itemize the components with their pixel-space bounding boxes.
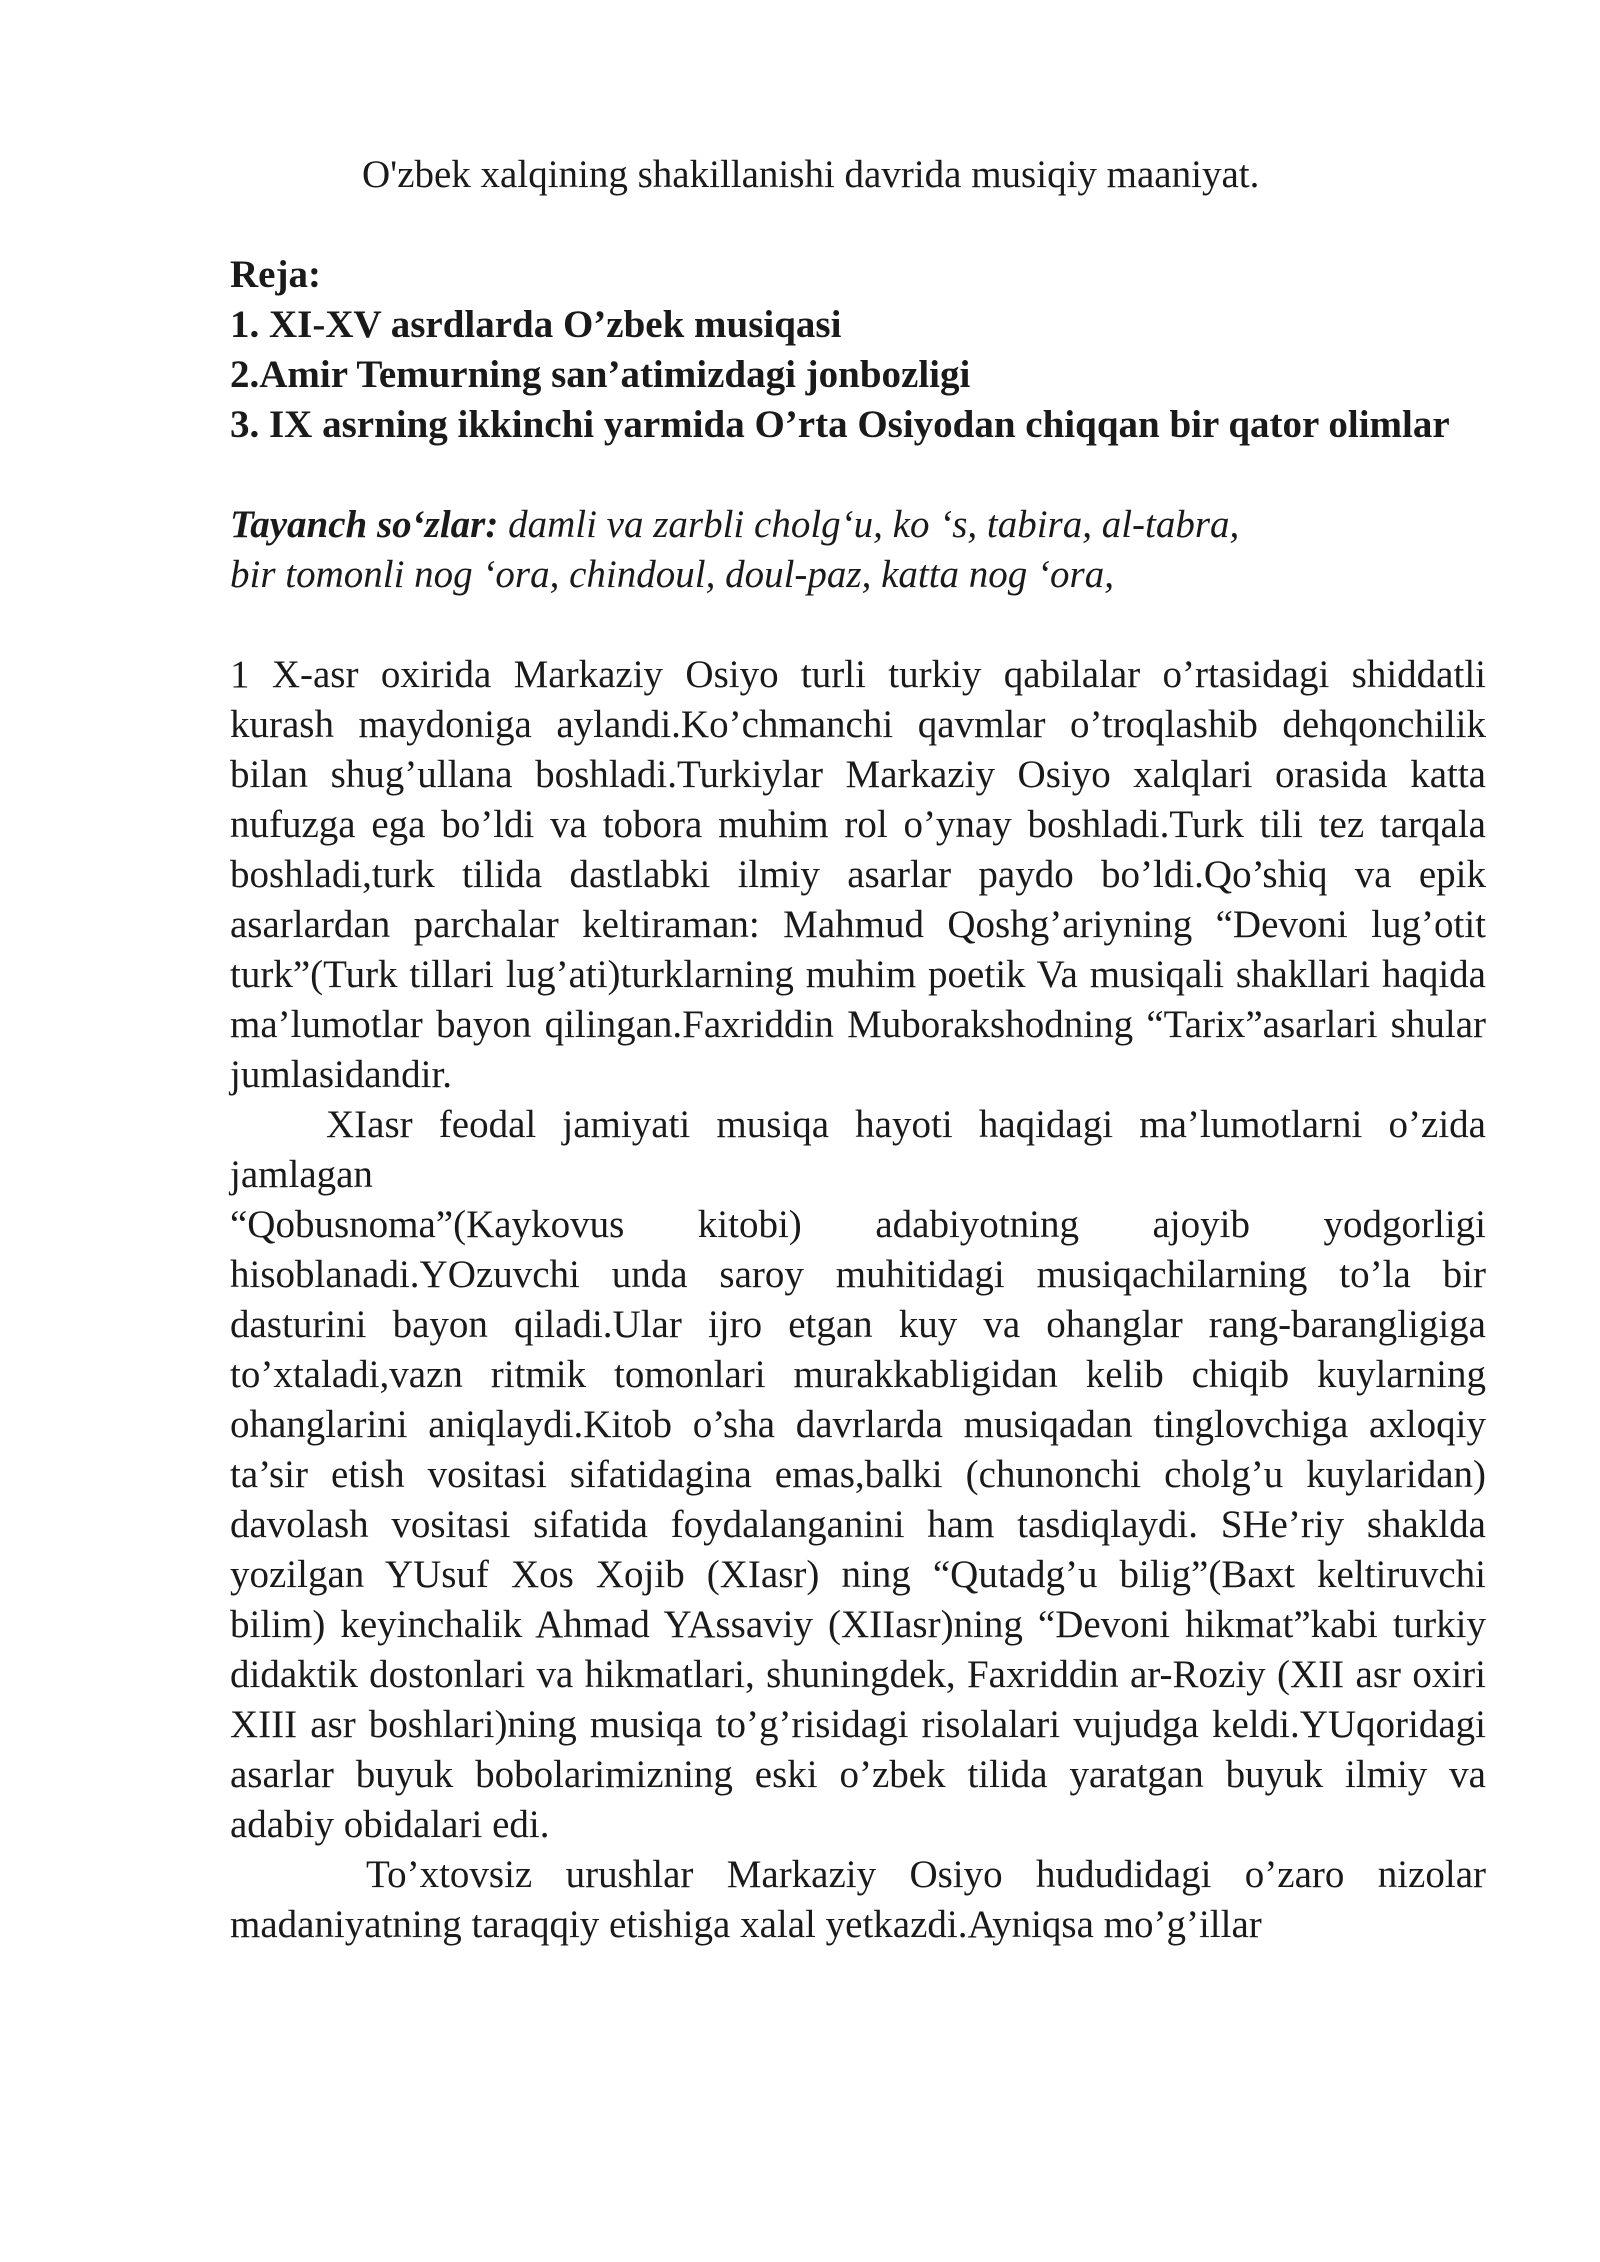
plan-item-2: 2.Amir Temurning san’atimizdagi jonbozligi bbox=[230, 353, 971, 396]
plan-item-1: 1. XI-XV asrdlarda O’zbek musiqasi bbox=[230, 303, 842, 346]
paragraph-2: XIasr feodal jamiyati musiqa hayoti haqidagi ma’lumotlarni o’zida jamlagan bbox=[230, 1103, 1486, 1196]
keywords-line-1 bbox=[230, 500, 1486, 550]
keywords-text-1: damli va zarbli cholg‘u, ko ‘s, tabira, al-tabra, bbox=[498, 503, 1240, 546]
plan-heading: Reja: bbox=[230, 253, 321, 296]
keywords-section bbox=[230, 500, 1486, 600]
paragraph-4: To’xtovsiz urushlar Markaziy Osiyo hududidagi o’zaro nizolar madaniyatning taraqqiy etishiga xalal yetkazdi.Ayniqsa mo’g’illar bbox=[230, 1853, 1486, 1946]
plan-item-3: 3. IX asrning ikkinchi yarmida O’rta Osiyodan chiqqan bir qator olimlar bbox=[230, 403, 1450, 446]
document-page bbox=[230, 150, 1486, 1950]
paragraph-3: “Qobusnoma”(Kaykovus kitobi) adabiyotning ajoyib yodgorligi hisoblanadi.YOzuvchi unda saroy muhitidagi musiqachilarning to’la bir dasturini bayon qiladi.Ular ijro etgan kuy va ohanglar rang-barangligiga to’xtaladi,vazn ritmik tomonlari murakkabligidan kelib chiqib kuylarning ohanglarini aniqlaydi.Kitob o’sha davrlarda musiqadan tinglovchiga axloqiy ta’sir etish vositasi sifatidagina emas,balki (chunonchi cholg’u kuylaridan) davolash vositasi sifatida foydalanganini ham tasdiqlaydi. SHe’riy shaklda yozilgan YUsuf Xos Xojib (XIasr) ning “Qutadg’u bilig”(Baxt keltiruvchi bilim) keyinchalik Ahmad YAssaviy (XIIasr)ning “Devoni hikmat”kabi turkiy didaktik dostonlari va hikmatlari, shuningdek, Faxriddin ar-Roziy (XII asr oxiri XIII asr boshlari)ning musiqa to’g’risidagi risolalari vujudga keldi.YUqoridagi asarlar buyuk bobolarimizning eski o’zbek tilida yaratgan buyuk ilmiy va adabiy obidalari edi. bbox=[230, 1203, 1486, 1846]
plan-section bbox=[230, 250, 1486, 450]
body-text bbox=[230, 650, 1486, 1950]
document-title: O'zbek xalqining shakillanishi davrida musiqiy maaniyat. bbox=[362, 153, 1260, 196]
keywords-line-2: bir tomonli nog ‘ora, chindoul, doul-paz, katta nog ‘ora, bbox=[230, 553, 1114, 596]
keywords-label: Tayanch so‘zlar: bbox=[230, 503, 499, 546]
paragraph-1: 1 X-asr oxirida Markaziy Osiyo turli turkiy qabilalar o’rtasidagi shiddatli kurash maydoniga aylandi.Ko’chmanchi qavmlar o’troqlashib dehqonchilik bilan shug’ullana boshladi.Turkiylar Markaziy Osiyo xalqlari orasida katta nufuzga ega bo’ldi va tobora muhim rol o’ynay boshladi.Turk tili tez tarqala boshladi,turk tilida dastlabki ilmiy asarlar paydo bo’ldi.Qo’shiq va epik asarlardan parchalar keltiraman: Mahmud Qoshg’ariyning “Devoni lug’otit turk”(Turk tillari lug’ati)turklarning muhim poetik Va musiqali shakllari haqida ma’lumotlar bayon qilingan.Faxriddin Muborakshodning “Tarix”asarlari shular jumlasidandir. bbox=[230, 653, 1486, 1096]
